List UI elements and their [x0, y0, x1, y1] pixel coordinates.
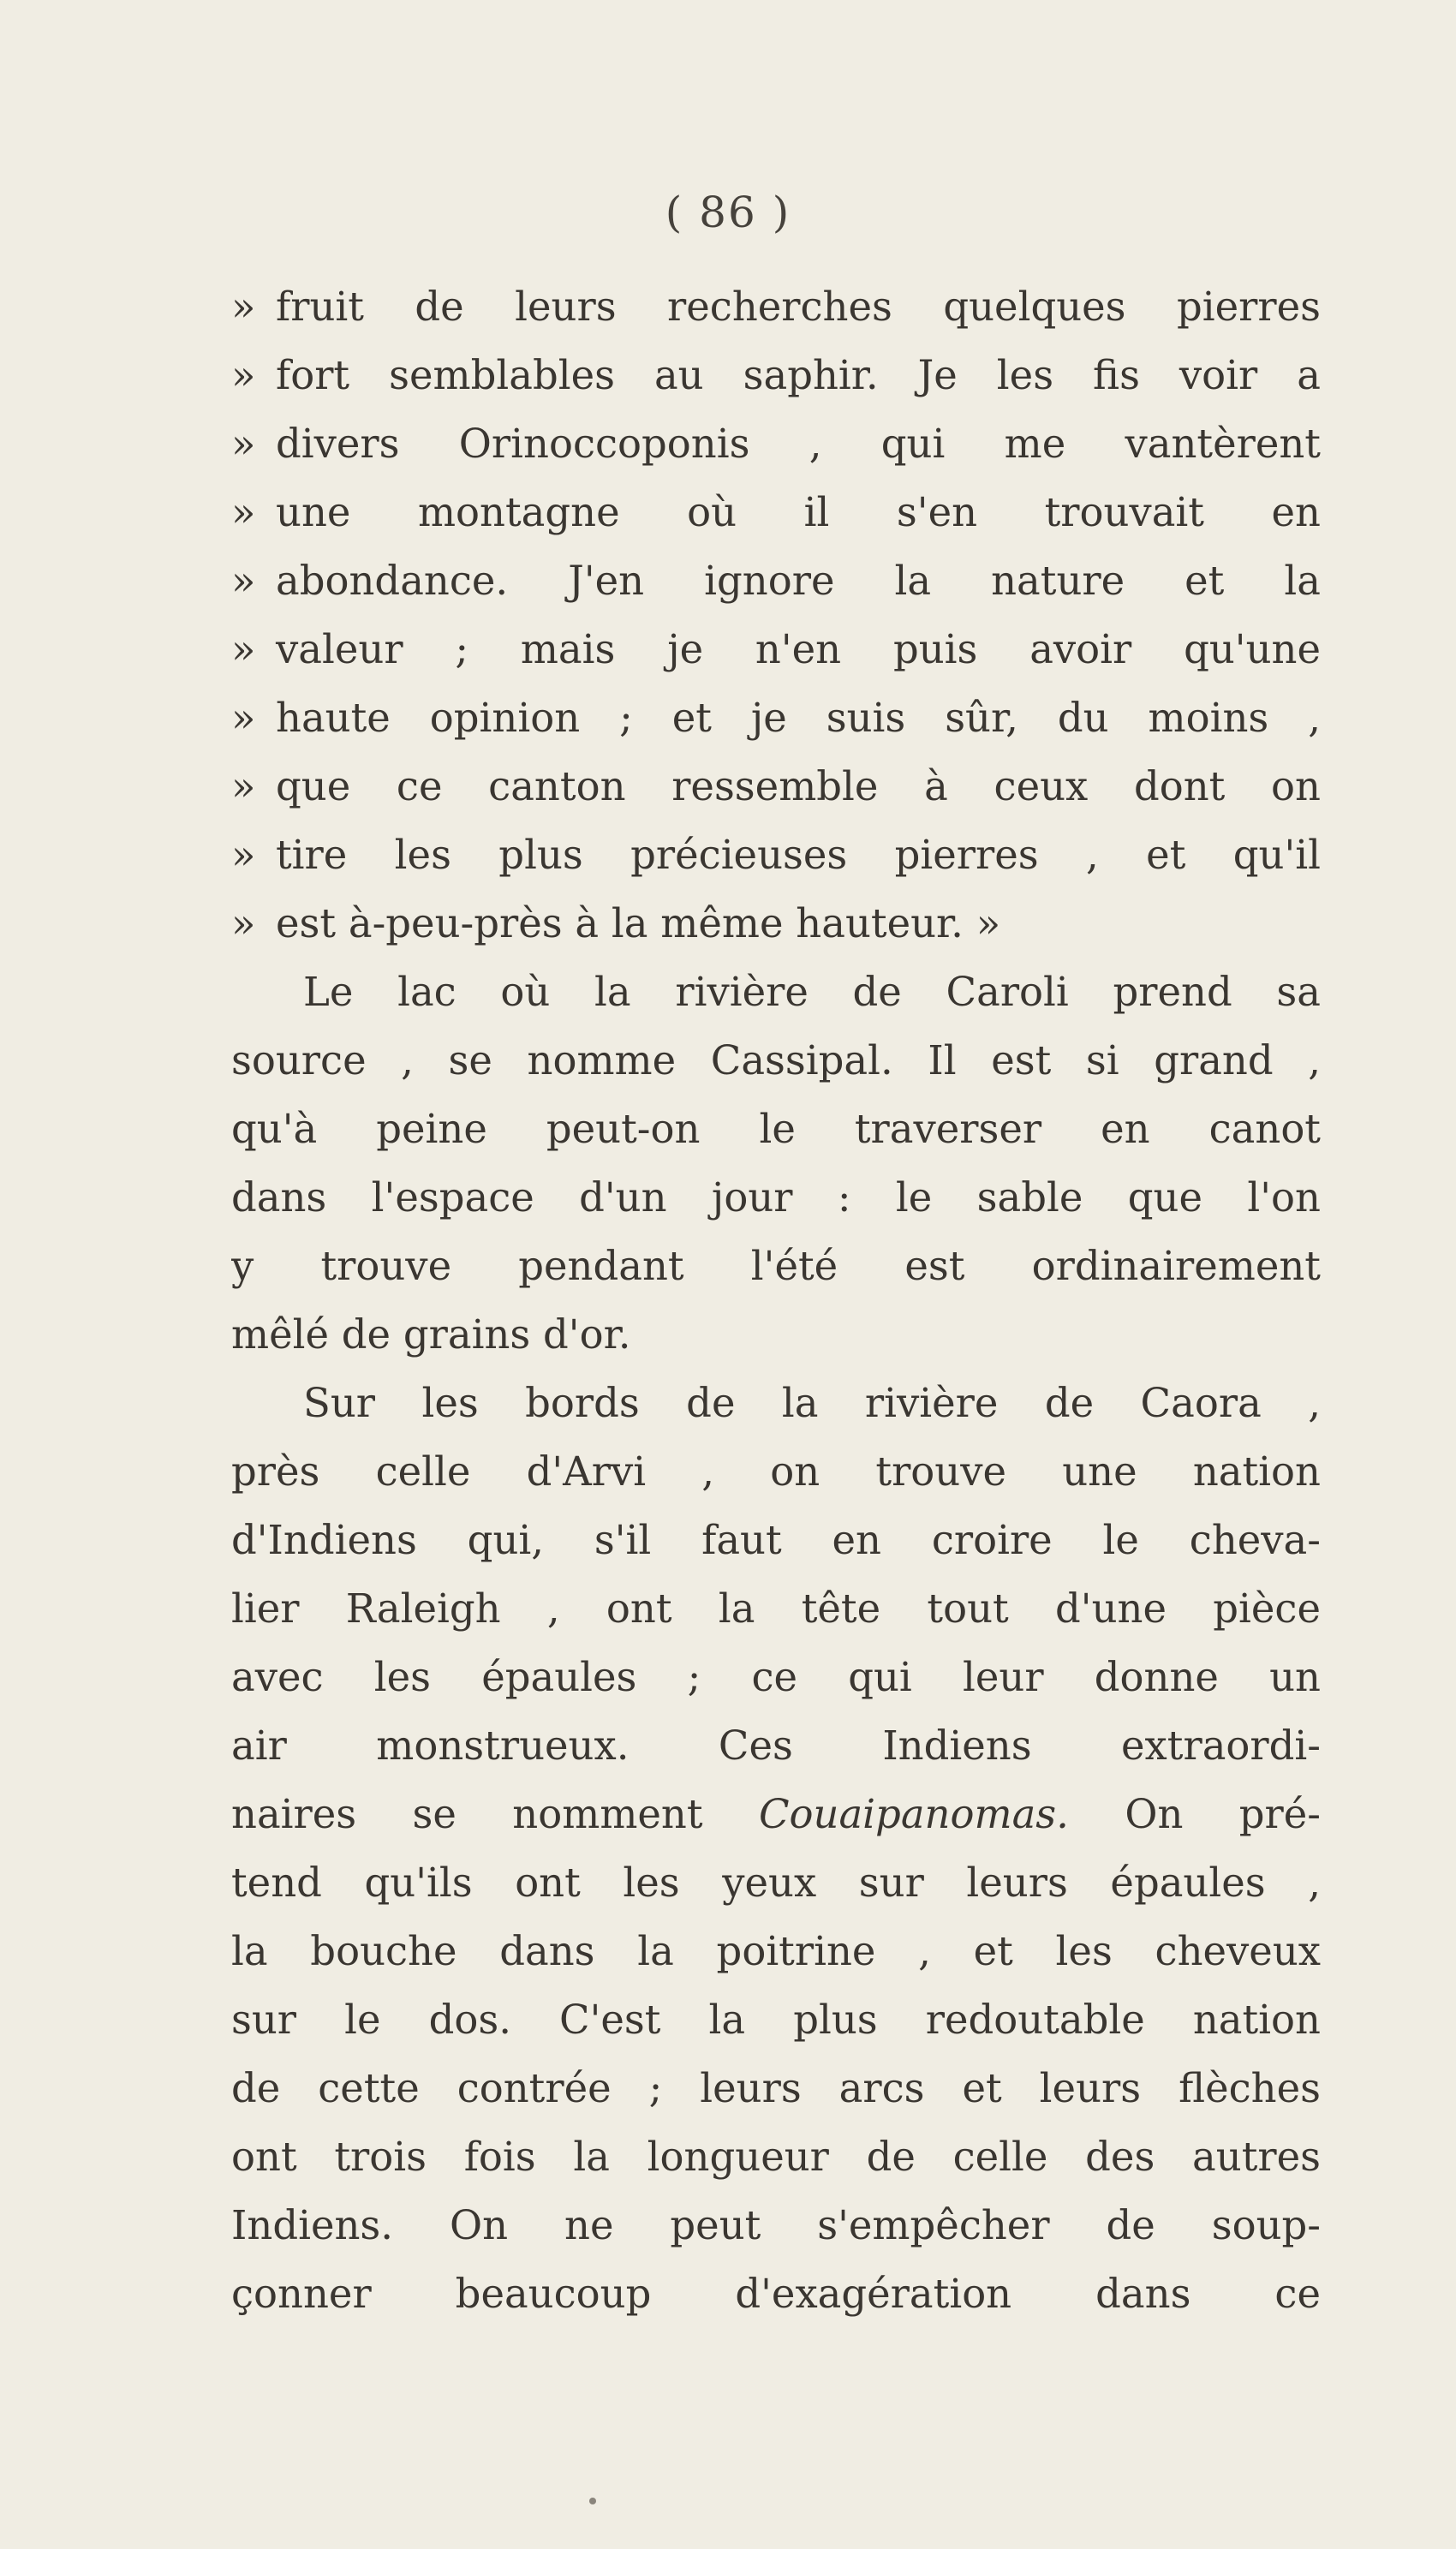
text-line: d'Indiens qui, s'il faut en croire le cheva- — [231, 1517, 1321, 1563]
quote-mark: » — [231, 421, 256, 467]
text-line: Sur les bords de la rivière de Caora , — [303, 1380, 1321, 1426]
text-line: dans l'espace d'un jour : le sable que l'on — [231, 1174, 1321, 1221]
text-line: la bouche dans la poitrine , et les cheveux — [231, 1928, 1321, 1974]
text-line: » abondance. J'en ignore la nature et la — [231, 546, 1321, 615]
text-line: sur le dos. C'est la plus redoutable nation — [231, 1997, 1321, 2043]
text-line: mêlé de grains d'or. — [231, 1311, 631, 1358]
text-line: Indiens. On ne peut s'empêcher de soup- — [231, 2202, 1321, 2248]
text-line: » fort semblables au saphir. Je les fis voir a — [231, 341, 1321, 409]
text-line: de cette contrée ; leurs arcs et leurs flèches — [231, 2065, 1321, 2111]
text-line: avec les épaules ; ce qui leur donne un — [231, 1654, 1321, 1700]
text-line: » haute opinion ; et je suis sûr, du moins , — [231, 684, 1321, 752]
text-line: lier Raleigh , ont la tête tout d'une pièce — [231, 1585, 1321, 1632]
quote-mark: » — [231, 352, 256, 398]
text-line: source , se nomme Cassipal. Il est si grand , — [231, 1037, 1321, 1083]
text-line: y trouve pendant l'été est ordinairement — [231, 1243, 1321, 1289]
text-line: air monstrueux. Ces Indiens extraordi- — [231, 1722, 1321, 1769]
italic-name: Couaipanomas. — [758, 1791, 1069, 1837]
text-line: naires se nomment Couaipanomas. On pré- — [231, 1791, 1321, 1837]
text-line: » fruit de leurs recherches quelques pierres — [231, 272, 1321, 341]
text-line: Le lac où la rivière de Caroli prend sa — [303, 969, 1321, 1015]
quote-mark: » — [231, 489, 256, 535]
text-line: ont trois fois la longueur de celle des autres — [231, 2134, 1321, 2180]
text-line: » divers Orinoccoponis , qui me vantèrent — [231, 409, 1321, 478]
text-line: » une montagne où il s'en trouvait en — [231, 478, 1321, 546]
text-line: » est à-peu-près à la même hauteur. » — [231, 889, 1321, 958]
text-line: çonner beaucoup d'exagération dans ce — [231, 2271, 1321, 2317]
text-line: tend qu'ils ont les yeux sur leurs épaules , — [231, 1860, 1321, 1906]
quote-mark: » — [231, 626, 256, 672]
ink-speck — [589, 2498, 596, 2504]
text-line: » valeur ; mais je n'en puis avoir qu'une — [231, 615, 1321, 684]
text-line: qu'à peine peut-on le traverser en canot — [231, 1106, 1321, 1152]
quote-mark: » — [231, 832, 256, 878]
quote-mark: » — [231, 284, 256, 330]
text-line: » tire les plus précieuses pierres , et qu'il — [231, 821, 1321, 889]
body-text — [231, 272, 1321, 2328]
quote-mark: » — [231, 558, 256, 604]
page-number-header: ( 86 ) — [665, 188, 791, 237]
text-line: » que ce canton ressemble à ceux dont on — [231, 752, 1321, 821]
text-line: près celle d'Arvi , on trouve une nation — [231, 1448, 1321, 1495]
quote-mark: » — [231, 763, 256, 809]
quote-mark: » — [231, 695, 256, 741]
quote-mark: » — [231, 900, 256, 946]
